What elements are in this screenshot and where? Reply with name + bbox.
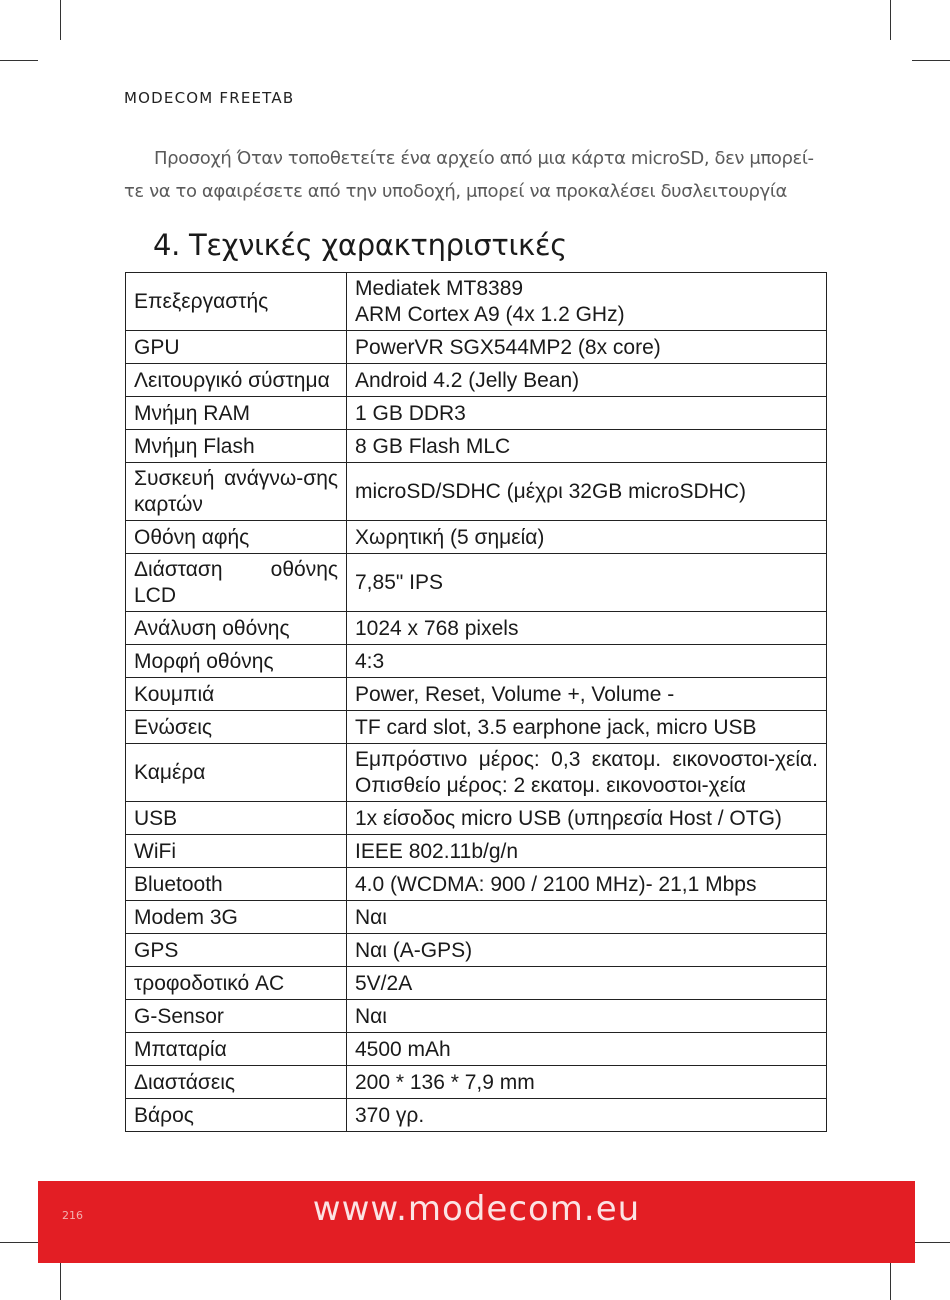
spec-label: Ανάλυση οθόνης xyxy=(126,612,347,645)
spec-value: 4.0 (WCDMA: 900 / 2100 MHz)- 21,1 Mbps xyxy=(347,868,827,901)
table-row xyxy=(126,711,827,744)
spec-label: Βάρος xyxy=(126,1099,347,1132)
crop-mark xyxy=(890,1262,891,1300)
spec-label: WiFi xyxy=(126,835,347,868)
spec-label: Διάσταση οθόνης LCD xyxy=(126,554,347,612)
spec-label: Διαστάσεις xyxy=(126,1066,347,1099)
spec-label: Bluetooth xyxy=(126,868,347,901)
spec-label: τροφοδοτικό AC xyxy=(126,967,347,1000)
spec-value: TF card slot, 3.5 earphone jack, micro USB xyxy=(347,711,827,744)
document-header: MODECOM FREETAB xyxy=(124,89,295,107)
spec-label: Μνήμη Flash xyxy=(126,430,347,463)
table-row xyxy=(126,744,827,802)
spec-label: Καμέρα xyxy=(126,744,347,802)
warning-notice: Προσοχή Όταν τοποθετείτε ένα αρχείο από μια κάρτα microSD, δεν μπορεί-τε να το αφαιρέσετε από την υποδοχή, μπορεί να προκαλέσει δυσλειτουργία xyxy=(124,148,814,202)
table-row xyxy=(126,678,827,711)
crop-mark xyxy=(0,60,38,61)
spec-value: 370 γρ. xyxy=(347,1099,827,1132)
spec-value: 7,85" IPS xyxy=(347,554,827,612)
spec-value: Εμπρόστινο μέρος: 0,3 εκατομ. εικονοστοι-χεία. Οπισθείο μέρος: 2 εκατομ. εικονοστοι-χεία xyxy=(347,744,827,802)
spec-value: 4500 mAh xyxy=(347,1033,827,1066)
spec-label: Οθόνη αφής xyxy=(126,521,347,554)
spec-value: 1024 x 768 pixels xyxy=(347,612,827,645)
table-row xyxy=(126,1033,827,1066)
table-row xyxy=(126,934,827,967)
spec-label: Μπαταρία xyxy=(126,1033,347,1066)
spec-value: microSD/SDHC (μέχρι 32GB microSDHC) xyxy=(347,463,827,521)
crop-mark xyxy=(890,0,891,40)
table-row xyxy=(126,612,827,645)
table-row xyxy=(126,868,827,901)
footer-bar xyxy=(38,1181,915,1263)
table-row xyxy=(126,364,827,397)
spec-label: Μορφή οθόνης xyxy=(126,645,347,678)
spec-value: Android 4.2 (Jelly Bean) xyxy=(347,364,827,397)
spec-label: Μνήμη RAM xyxy=(126,397,347,430)
table-row xyxy=(126,1000,827,1033)
spec-value: 1 GB DDR3 xyxy=(347,397,827,430)
spec-value: 8 GB Flash MLC xyxy=(347,430,827,463)
table-row xyxy=(126,901,827,934)
spec-value: Power, Reset, Volume +, Volume - xyxy=(347,678,827,711)
table-row xyxy=(126,521,827,554)
spec-label: USB xyxy=(126,802,347,835)
table-row xyxy=(126,331,827,364)
spec-label: GPU xyxy=(126,331,347,364)
table-row xyxy=(126,554,827,612)
spec-value: 200 * 136 * 7,9 mm xyxy=(347,1066,827,1099)
spec-label: Συσκευή ανάγνω-σης καρτών xyxy=(126,463,347,521)
spec-value: IEEE 802.11b/g/n xyxy=(347,835,827,868)
spec-value: 5V/2A xyxy=(347,967,827,1000)
crop-mark xyxy=(0,1242,38,1243)
table-row xyxy=(126,430,827,463)
table-row xyxy=(126,1066,827,1099)
table-row xyxy=(126,967,827,1000)
table-row xyxy=(126,397,827,430)
spec-label: GPS xyxy=(126,934,347,967)
spec-value: Χωρητική (5 σημεία) xyxy=(347,521,827,554)
crop-mark xyxy=(915,1242,950,1243)
spec-label: G-Sensor xyxy=(126,1000,347,1033)
specifications-table xyxy=(125,272,827,1132)
table-row xyxy=(126,463,827,521)
spec-label: Modem 3G xyxy=(126,901,347,934)
page-number: 216 xyxy=(62,1209,83,1222)
table-row xyxy=(126,1099,827,1132)
crop-mark xyxy=(60,1262,61,1300)
spec-label: Λειτουργικό σύστημα xyxy=(126,364,347,397)
crop-mark xyxy=(912,60,950,61)
spec-value: Ναι xyxy=(347,901,827,934)
website-link[interactable]: www.modecom.eu xyxy=(312,1189,641,1229)
spec-label: Κουμπιά xyxy=(126,678,347,711)
spec-value: 1x είσοδος micro USB (υπηρεσία Host / OTG) xyxy=(347,802,827,835)
spec-label: Ενώσεις xyxy=(126,711,347,744)
spec-value: PowerVR SGX544MP2 (8x core) xyxy=(347,331,827,364)
spec-value: Ναι (A-GPS) xyxy=(347,934,827,967)
spec-label: Επεξεργαστής xyxy=(126,273,347,331)
crop-mark xyxy=(60,0,61,40)
table-row xyxy=(126,273,827,331)
table-row xyxy=(126,835,827,868)
section-title: 4. Τεχνικές χαρακτηριστικές xyxy=(153,228,567,262)
table-row xyxy=(126,802,827,835)
table-row xyxy=(126,645,827,678)
spec-value: 4:3 xyxy=(347,645,827,678)
spec-value: Mediatek MT8389 ARM Cortex A9 (4x 1.2 GHz) xyxy=(347,273,827,331)
spec-value: Ναι xyxy=(347,1000,827,1033)
